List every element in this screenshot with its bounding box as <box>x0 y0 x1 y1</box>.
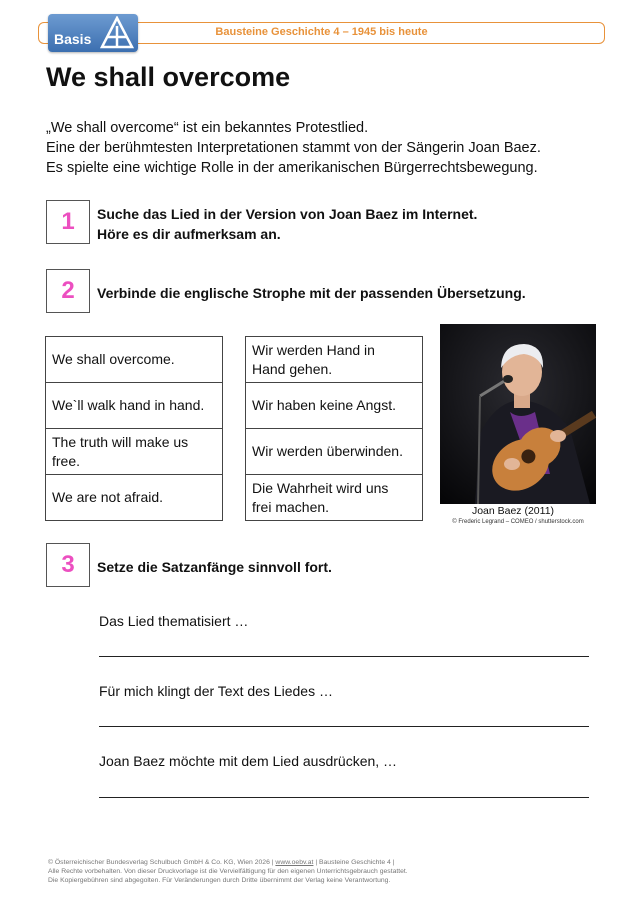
translation-text: Die Wahrheit wird uns <box>252 479 389 496</box>
intro-line: Eine der berühmtesten Interpretationen stammt von der Sängerin Joan Baez. <box>46 140 541 156</box>
photo-caption: Joan Baez (2011) <box>471 505 555 517</box>
triangle-logo-icon <box>100 16 134 50</box>
english-phrase-cell[interactable] <box>46 475 223 521</box>
translation-text: Wir werden Hand in <box>252 341 375 358</box>
sentence-prompt-2: Für mich klingt der Text des Liedes … <box>99 683 333 699</box>
english-phrase-cell[interactable] <box>46 383 223 429</box>
task-line: Höre es dir aufmerksam an. <box>97 226 281 242</box>
german-translation-cell[interactable] <box>246 337 423 383</box>
copyright-footer <box>48 858 408 885</box>
german-translation-cell[interactable] <box>246 475 423 521</box>
sentence-prompt-3: Joan Baez möchte mit dem Lied ausdrücken, … <box>99 753 398 769</box>
answer-line-2[interactable] <box>99 726 589 727</box>
task-number-3: 3 <box>46 543 90 587</box>
task-1-instruction <box>97 204 477 244</box>
translation-text: Hand gehen. <box>252 360 333 377</box>
footer-line: Alle Rechte vorbehalten. Von dieser Druckvorlage ist die Vervielfältigung für den eigenen Unterrichtsgebrauch gestattet. <box>48 868 408 875</box>
footer-text: © Österreichischer Bundesverlag Schulbuch GmbH & Co. KG, Wien 2026 | <box>48 859 274 866</box>
publisher-link[interactable]: www.oebv.at <box>275 859 314 866</box>
phrase-text: free. <box>52 452 81 469</box>
phrase-text: We shall overcome. <box>52 351 175 367</box>
header-title: Bausteine Geschichte 4 – 1945 bis heute <box>215 26 428 38</box>
intro-line: Es spielte eine wichtige Rolle in der amerikanischen Bürgerrechtsbewegung. <box>46 160 538 176</box>
english-phrase-cell[interactable] <box>46 337 223 383</box>
sentence-prompt-1: Das Lied thematisiert … <box>99 613 249 629</box>
phrase-text: The truth will make us <box>52 433 189 450</box>
intro-text <box>46 118 541 178</box>
logo-text: Basis <box>54 31 92 47</box>
translation-text: frei machen. <box>252 498 330 515</box>
german-translation-cell[interactable] <box>246 383 423 429</box>
task-number-2: 2 <box>46 269 90 313</box>
joan-baez-photo <box>440 324 596 504</box>
task-number-1: 1 <box>46 200 90 244</box>
task-3-instruction <box>97 557 332 577</box>
task-line: Verbinde die englische Strophe mit der passenden Übersetzung. <box>97 285 526 301</box>
answer-line-1[interactable] <box>99 656 589 657</box>
intro-line: „We shall overcome“ ist ein bekanntes Protestlied. <box>46 120 369 136</box>
german-translation-cell[interactable] <box>246 429 423 475</box>
english-phrase-cell[interactable] <box>46 429 223 475</box>
singer-with-guitar-illustration <box>440 324 596 504</box>
task-line: Setze die Satzanfänge sinnvoll fort. <box>97 559 332 575</box>
photo-credit: © Frederic Legrand – COMEO / shutterstock.com <box>452 519 584 525</box>
page-title: We shall overcome <box>46 62 291 92</box>
answer-line-3[interactable] <box>99 797 589 798</box>
german-translations-table <box>245 336 423 521</box>
translation-text: Wir haben keine Angst. <box>252 397 396 413</box>
footer-line <box>48 858 408 867</box>
task-line: Suche das Lied in der Version von Joan Baez im Internet. <box>97 206 478 222</box>
footer-line: Die Kopiergebühren sind abgegolten. Für Veränderungen durch Dritte übernimmt der Verlag keine Verantwortung. <box>48 877 391 884</box>
footer-text: | Bausteine Geschichte 4 | <box>315 859 395 866</box>
english-phrases-table <box>45 336 223 521</box>
basis-logo <box>48 14 138 52</box>
translation-text: Wir werden überwinden. <box>252 443 403 459</box>
phrase-text: We are not afraid. <box>52 489 164 505</box>
task-2-instruction <box>97 283 526 303</box>
phrase-text: We`ll walk hand in hand. <box>52 397 205 413</box>
